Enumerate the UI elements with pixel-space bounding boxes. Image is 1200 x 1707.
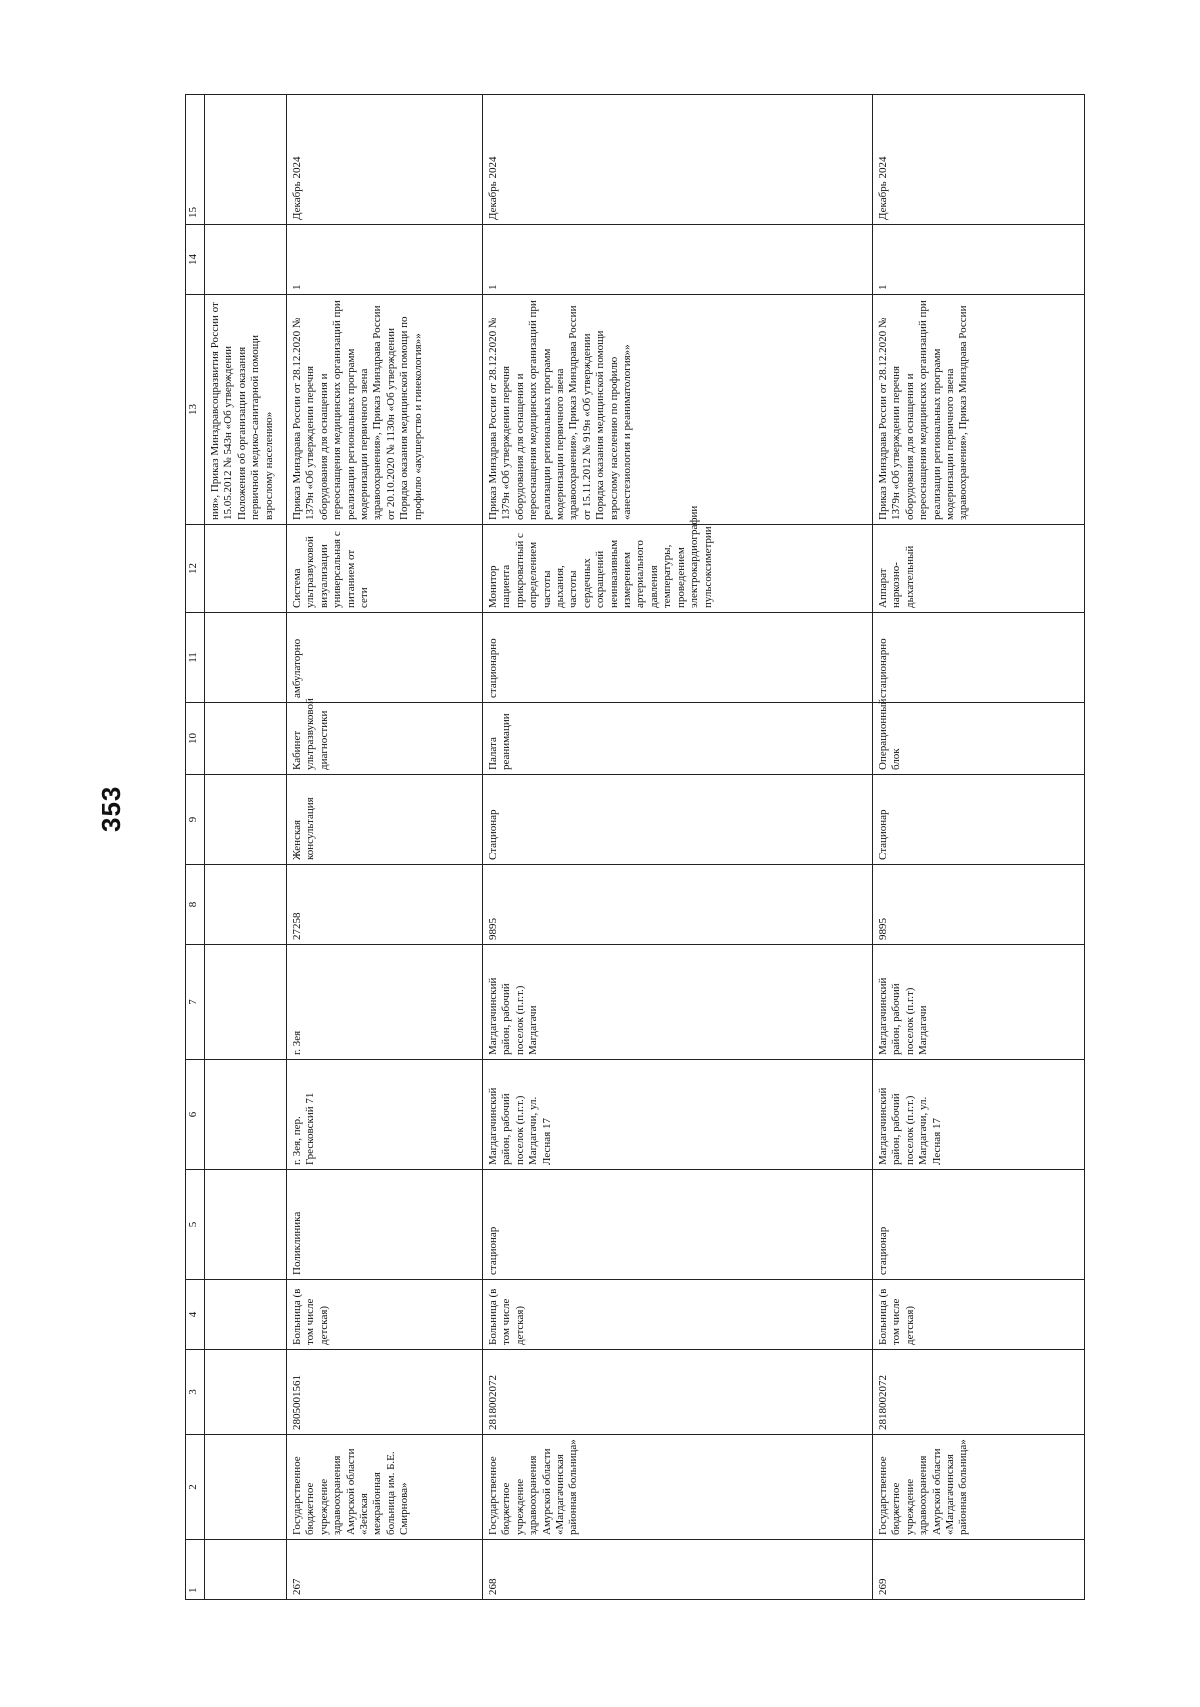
- org-type-cell: Больница (в том числе детская): [873, 1280, 1085, 1350]
- table-row: [873, 95, 1085, 1600]
- column-header: 15: [186, 95, 205, 225]
- regulation-cell: ния», Приказ Минздравсоцразвития России от 15.05.2012 № 543н «Об утверждении Положения об организации оказания первичной медико-санитарной помощи взрослому населению»: [205, 295, 287, 525]
- equipment-cell: Монитор пациента прикроватный с определением частоты дыхания, частоты сердечных сокращений неинвазивным измерением артериального давления температуры, проведением электрокардиографии пульсоксиметрии: [483, 525, 873, 613]
- row-number: 267: [287, 1540, 483, 1600]
- address-cell: Магдагачинский район, рабочий поселок (п.г.т.) Магдагачи, ул. Лесная 17: [873, 1060, 1085, 1170]
- column-header: 9: [186, 775, 205, 865]
- table-row: [483, 95, 873, 1600]
- regulation-cell: Приказ Минздрава России от 28.12.2020 № 1379н «Об утверждении перечня оборудования для оснащения и переоснащения медицинских организаций при реализации региональных программ модернизации первичного звена здравоохранения», Приказ Минздрава России от 15.11.2012 № 919н «Об утверждении Порядка оказания медицинской помощи взрослому населению по профилю «анестезиология и реаниматология»»: [483, 295, 873, 525]
- subdivision-cell: стационар: [483, 1170, 873, 1280]
- regulation-cell: Приказ Минздрава России от 28.12.2020 № 1379н «Об утверждении перечня оборудования для оснащения и переоснащения медицинских организаций при реализации региональных программ модернизации первичного звена здравоохранения», Приказ Минздрава России от 20.10.2020 № 1130н «Об утверждении Порядка оказания медицинской помощи по профилю «акушерство и гинекология»»: [287, 295, 483, 525]
- column-header: 1: [186, 1540, 205, 1600]
- institution-cell: Государственное бюджетное учреждение здравоохранения Амурской области «Магдагачинская районная больница»: [873, 1435, 1085, 1540]
- column-header: 14: [186, 225, 205, 295]
- inn-cell: 2805001561: [287, 1350, 483, 1435]
- address-cell: г. Зея, пер. Гресковский 71: [287, 1060, 483, 1170]
- column-header: 8: [186, 865, 205, 945]
- equipment-table: [185, 94, 1085, 1600]
- population-cell: 9895: [483, 865, 873, 945]
- org-type-cell: Больница (в том числе детская): [483, 1280, 873, 1350]
- regulation-cell: Приказ Минздрава России от 28.12.2020 № 1379н «Об утверждении перечня оборудования для оснащения и переоснащения медицинских организаций при реализации региональных программ модернизации первичного звена здравоохранения», Приказ Минздрава России: [873, 295, 1085, 525]
- inn-cell: 2818002072: [483, 1350, 873, 1435]
- row-number: 269: [873, 1540, 1085, 1600]
- equipment-cell: Система ультразвуковой визуализации универсальная с питанием от сети: [287, 525, 483, 613]
- population-cell: 27258: [287, 865, 483, 945]
- address-cell: Магдагачинский район, рабочий поселок (п.г.т.) Магдагачи, ул. Лесная 17: [483, 1060, 873, 1170]
- org-type-cell: Больница (в том числе детская): [287, 1280, 483, 1350]
- care-form-cell: амбулаторно: [287, 613, 483, 703]
- rotated-table-wrapper: [185, 95, 1085, 1600]
- cabinet-cell: Кабинет ультразвуковой диагностики: [287, 703, 483, 775]
- deadline-cell: Декабрь 2024: [873, 95, 1085, 225]
- inn-cell: 2818002072: [873, 1350, 1085, 1435]
- department-cell: Женская консультация: [287, 775, 483, 865]
- locality-cell: г. Зея: [287, 945, 483, 1060]
- column-number-row: [186, 95, 205, 1600]
- department-cell: Стационар: [873, 775, 1085, 865]
- deadline-cell: Декабрь 2024: [287, 95, 483, 225]
- cabinet-cell: Палата реанимации: [483, 703, 873, 775]
- column-header: 12: [186, 525, 205, 613]
- deadline-cell: Декабрь 2024: [483, 95, 873, 225]
- locality-cell: Магдагачинский район, рабочий поселок (п.г.т) Магдагачи: [873, 945, 1085, 1060]
- institution-cell: Государственное бюджетное учреждение здравоохранения Амурской области «Зейская межрайонная больница им. Б.Е. Смирнова»: [287, 1435, 483, 1540]
- quantity-cell: 1: [287, 225, 483, 295]
- row-number: 268: [483, 1540, 873, 1600]
- column-header: 10: [186, 703, 205, 775]
- column-header: 13: [186, 295, 205, 525]
- quantity-cell: 1: [873, 225, 1085, 295]
- care-form-cell: стационарно: [483, 613, 873, 703]
- subdivision-cell: Поликлиника: [287, 1170, 483, 1280]
- subdivision-cell: стационар: [873, 1170, 1085, 1280]
- equipment-cell: Аппарат наркозно-дыхательный: [873, 525, 1085, 613]
- care-form-cell: стационарно: [873, 613, 1085, 703]
- quantity-cell: 1: [483, 225, 873, 295]
- locality-cell: Магдагачинский район, рабочий поселок (п.г.т.) Магдагачи: [483, 945, 873, 1060]
- column-header: 5: [186, 1170, 205, 1280]
- page-number: 353: [96, 785, 126, 832]
- column-header: 7: [186, 945, 205, 1060]
- column-header: 3: [186, 1350, 205, 1435]
- institution-cell: Государственное бюджетное учреждение здравоохранения Амурской области «Магдагачинская районная больница»: [483, 1435, 873, 1540]
- department-cell: Стационар: [483, 775, 873, 865]
- column-header: 11: [186, 613, 205, 703]
- population-cell: 9895: [873, 865, 1085, 945]
- column-header: 4: [186, 1280, 205, 1350]
- table-row: [287, 95, 483, 1600]
- column-header: 2: [186, 1435, 205, 1540]
- cabinet-cell: Операционный блок: [873, 703, 1085, 775]
- continuation-row: [205, 95, 287, 1600]
- column-header: 6: [186, 1060, 205, 1170]
